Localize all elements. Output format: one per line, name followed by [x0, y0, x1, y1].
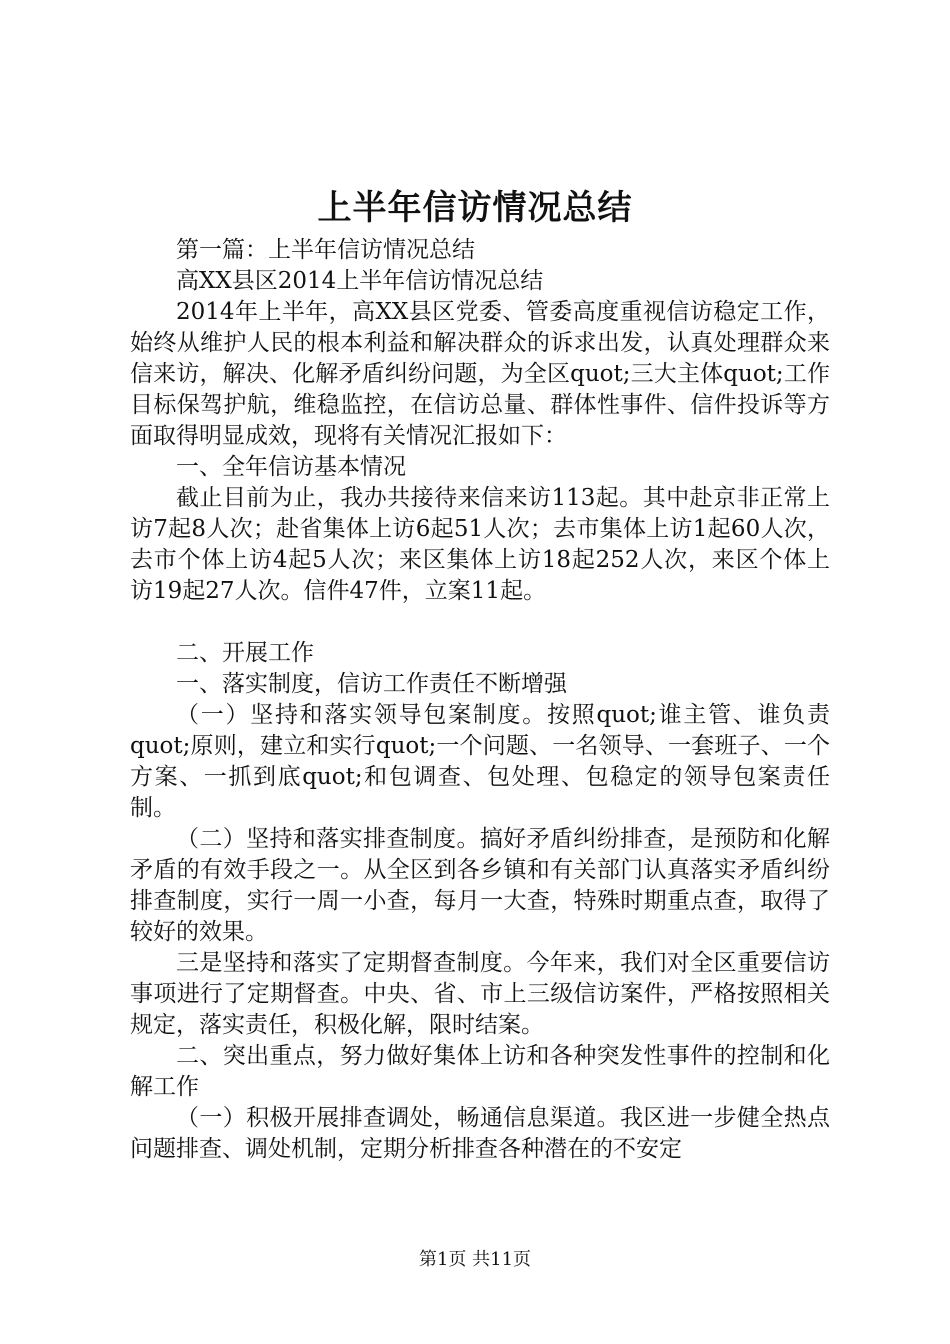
paragraph-heading-focus: 二、突出重点，努力做好集体上访和各种突发性事件的控制和化解工作 [130, 1043, 830, 1100]
paragraph-information-channel: （一）积极开展排查调处，畅通信息渠道。我区进一步健全热点问题排查、调处机制，定期分析排查各种潜在的不安定 [130, 1105, 830, 1162]
paragraph-heading-system: 一、落实制度，信访工作责任不断增强 [176, 671, 567, 697]
paragraph-supervision-system: 三是坚持和落实了定期督查制度。今年来，我们对全区重要信访事项进行了定期督查。中央、省、市上三级信访案件，严格按照相关规定，落实责任，积极化解，限时结案。 [130, 950, 830, 1038]
paragraph-spacer [130, 607, 830, 638]
paragraph-leadership-system: （一）坚持和落实领导包案制度。按照quot;谁主管、谁负责quot;原则，建立和实行quot;一个问题、一名领导、一套班子、一个方案、一抓到底quot;和包调查、包处理、包稳定的领导包案责任制。 [130, 702, 830, 821]
paragraph-heading-basic-situation: 一、全年信访基本情况 [176, 454, 406, 480]
paragraph-subtitle: 高XX县区2014上半年信访情况总结 [176, 268, 544, 294]
paragraph-intro: 2014年上半年，高XX县区党委、管委高度重视信访稳定工作，始终从维护人民的根本利益和解决群众的诉求出发，认真处理群众来信来访，解决、化解矛盾纠纷问题，为全区quot;三大主体quot;工作目标保驾护航，维稳监控，在信访总量、群体性事件、信件投诉等方面取得明显成效，现将有关情况汇报如下： [130, 299, 830, 449]
paragraph-statistics: 截止目前为止，我办共接待来信来访113起。其中赴京非正常上访7起8人次；赴省集体上访6起51人次；去市集体上访1起60人次，去市个体上访4起5人次；来区集体上访18起252人次，来区个体上访19起27人次。信件47件，立案11起。 [130, 485, 830, 604]
paragraph-heading-work: 二、开展工作 [176, 640, 314, 666]
paragraph-investigation-system: （二）坚持和落实排查制度。搞好矛盾纠纷排查，是预防和化解矛盾的有效手段之一。从全区到各乡镇和有关部门认真落实矛盾纠纷排查制度，实行一周一小查，每月一大查，特殊时期重点查，取得了较好的效果。 [130, 826, 830, 945]
document-body [130, 235, 830, 1165]
document-title: 上半年信访情况总结 [317, 188, 633, 228]
page-number-footer: 第1页 共11页 [418, 1249, 532, 1270]
paragraph-section-heading: 第一篇：上半年信访情况总结 [176, 237, 475, 263]
